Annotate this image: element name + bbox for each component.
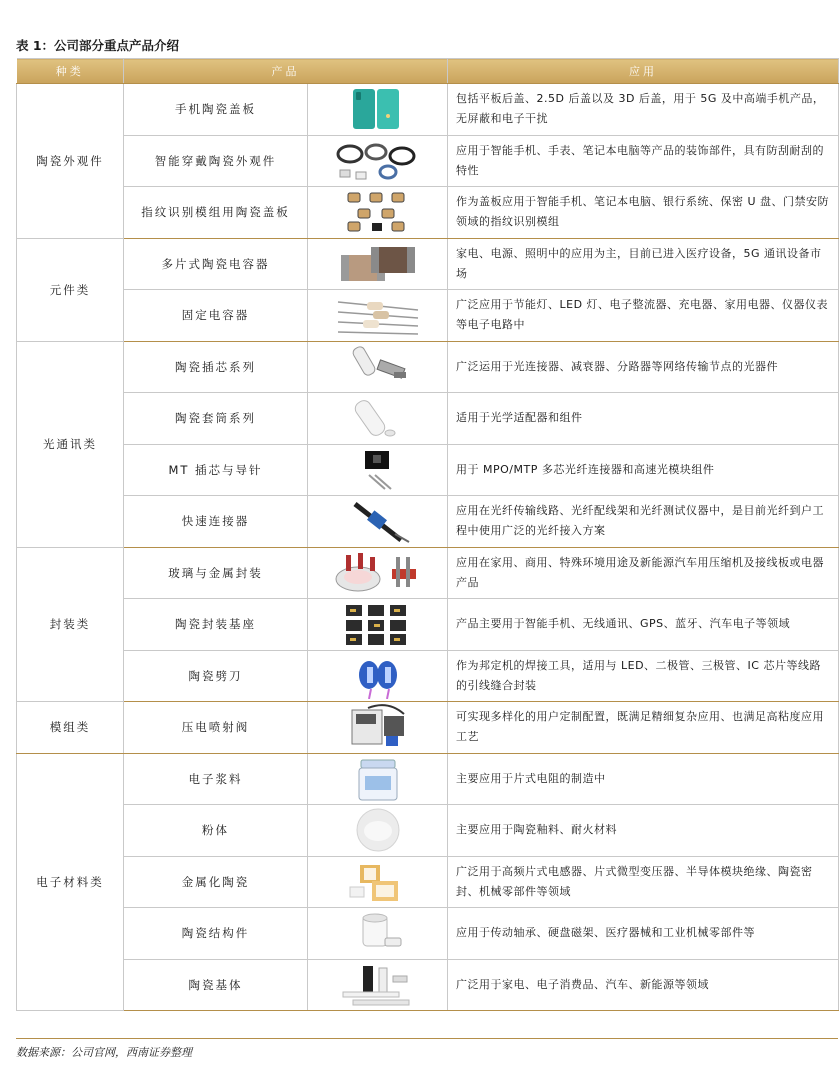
- metallized-ceramic-icon: [338, 874, 418, 888]
- header-application: 应用: [448, 59, 839, 84]
- product-name-cell: 手机陶瓷盖板: [124, 84, 308, 136]
- product-image-cell: [308, 805, 448, 857]
- application-cell: 产品主要用于智能手机、无线通讯、GPS、蓝牙、汽车电子等领域: [448, 599, 839, 651]
- product-image-cell: [308, 908, 448, 960]
- product-name-cell: 多片式陶瓷电容器: [124, 238, 308, 290]
- application-cell: 包括平板后盖、2.5D 后盖以及 3D 后盖，用于 5G 及中高端手机产品，无屏蔽和电子干扰: [448, 84, 839, 136]
- product-name-cell: 快速连接器: [124, 496, 308, 548]
- table-row: [17, 908, 839, 960]
- product-name-cell: 智能穿戴陶瓷外观件: [124, 135, 308, 187]
- product-name-cell: 陶瓷劈刀: [124, 650, 308, 702]
- sleeve-icon: [338, 411, 418, 425]
- product-image-cell: [308, 547, 448, 599]
- paste-jar-icon: [343, 771, 413, 785]
- product-image-cell: [308, 187, 448, 239]
- structural-part-icon: [343, 926, 413, 940]
- product-name-cell: 指纹识别模组用陶瓷盖板: [124, 187, 308, 239]
- table-row: [17, 856, 839, 908]
- application-cell: 用于 MPO/MTP 多芯光纤连接器和高速光模块组件: [448, 444, 839, 496]
- header-category: 种类: [17, 59, 124, 84]
- table-row: [17, 959, 839, 1011]
- application-cell: 可实现多样化的用户定制配置，既满足精细复杂应用、也满足高粘度应用工艺: [448, 702, 839, 754]
- application-cell: 广泛用于高频片式电感器、片式微型变压器、半导体模块绝缘、陶瓷密封、机械零部件等领域: [448, 856, 839, 908]
- application-cell: 广泛应用于节能灯、LED 灯、电子整流器、充电器、家用电器、仪器仪表等电子电路中: [448, 290, 839, 342]
- ferrule-icon: [338, 359, 418, 373]
- fingerprint-module-icon: [338, 205, 418, 219]
- product-image-cell: [308, 393, 448, 445]
- fixed-capacitor-icon: [333, 308, 423, 322]
- product-name-cell: 玻璃与金属封装: [124, 547, 308, 599]
- mlcc-capacitor-icon: [333, 256, 423, 270]
- table-body: [17, 84, 839, 1011]
- product-image-cell: [308, 702, 448, 754]
- product-image-cell: [308, 341, 448, 393]
- category-cell: 模组类: [17, 702, 124, 754]
- powder-icon: [343, 823, 413, 837]
- product-name-cell: 压电喷射阀: [124, 702, 308, 754]
- product-image-cell: [308, 753, 448, 805]
- table-row: [17, 290, 839, 342]
- table-row: [17, 496, 839, 548]
- table-row: [17, 753, 839, 805]
- package-base-icon: [338, 617, 418, 631]
- category-cell: 光通讯类: [17, 341, 124, 547]
- wearable-parts-icon: [330, 153, 426, 167]
- product-image-cell: [308, 444, 448, 496]
- product-name-cell: 粉体: [124, 805, 308, 857]
- product-name-cell: 陶瓷结构件: [124, 908, 308, 960]
- application-cell: 广泛用于家电、电子消费品、汽车、新能源等领域: [448, 959, 839, 1011]
- source-footnote: 数据来源：公司官网，西南证券整理: [16, 1046, 192, 1059]
- category-cell: 陶瓷外观件: [17, 84, 124, 239]
- product-image-cell: [308, 856, 448, 908]
- table-row: [17, 444, 839, 496]
- product-image-cell: [308, 599, 448, 651]
- product-image-cell: [308, 238, 448, 290]
- bottom-rule: [16, 1038, 838, 1039]
- table-row: [17, 187, 839, 239]
- table-row: [17, 341, 839, 393]
- application-cell: 主要应用于陶瓷釉料、耐火材料: [448, 805, 839, 857]
- product-name-cell: 固定电容器: [124, 290, 308, 342]
- table-row: [17, 650, 839, 702]
- product-name-cell: 电子浆料: [124, 753, 308, 805]
- mt-ferrule-icon: [343, 462, 413, 476]
- category-cell: 封装类: [17, 547, 124, 702]
- ceramic-substrate-icon: [333, 977, 423, 991]
- table-row: [17, 599, 839, 651]
- category-cell: 电子材料类: [17, 753, 124, 1011]
- phone-back-cover-icon: [343, 102, 413, 116]
- product-image-cell: [308, 650, 448, 702]
- application-cell: 主要应用于片式电阻的制造中: [448, 753, 839, 805]
- product-image-cell: [308, 959, 448, 1011]
- glass-metal-seal-icon: [328, 565, 428, 579]
- table-caption: 表 1：公司部分重点产品介绍: [16, 38, 180, 53]
- table-header-row: [17, 59, 839, 84]
- product-image-cell: [308, 496, 448, 548]
- table-row: [17, 547, 839, 599]
- product-table: [16, 58, 839, 1011]
- product-name-cell: 陶瓷套筒系列: [124, 393, 308, 445]
- product-image-cell: [308, 84, 448, 136]
- application-cell: 应用在光纤传输线路、光纤配线架和光纤测试仪器中，是目前光纤到户工程中使用广泛的光纤接入方案: [448, 496, 839, 548]
- application-cell: 应用于传动轴承、硬盘磁架、医疗器械和工业机械零部件等: [448, 908, 839, 960]
- application-cell: 应用在家用、商用、特殊环境用途及新能源汽车用压缩机及接线板或电器产品: [448, 547, 839, 599]
- table-row: [17, 393, 839, 445]
- table-row: [17, 84, 839, 136]
- product-name-cell: 陶瓷基体: [124, 959, 308, 1011]
- product-name-cell: 金属化陶瓷: [124, 856, 308, 908]
- product-name-cell: MT 插芯与导针: [124, 444, 308, 496]
- header-product: 产品: [124, 59, 448, 84]
- table-row: [17, 238, 839, 290]
- application-cell: 适用于光学适配器和组件: [448, 393, 839, 445]
- product-image-cell: [308, 290, 448, 342]
- product-image-cell: [308, 135, 448, 187]
- application-cell: 作为邦定机的焊接工具，适用与 LED、二极管、三极管、IC 芯片等线路的引线缝合封装: [448, 650, 839, 702]
- product-name-cell: 陶瓷封装基座: [124, 599, 308, 651]
- application-cell: 家电、电源、照明中的应用为主，目前已进入医疗设备，5G 通讯设备市场: [448, 238, 839, 290]
- capillary-icon: [343, 668, 413, 682]
- product-name-cell: 陶瓷插芯系列: [124, 341, 308, 393]
- category-cell: 元件类: [17, 238, 124, 341]
- fast-connector-icon: [343, 514, 413, 528]
- application-cell: 广泛运用于光连接器、减衰器、分路器等网络传输节点的光器件: [448, 341, 839, 393]
- table-row: [17, 805, 839, 857]
- jet-valve-icon: [338, 720, 418, 734]
- table-row: [17, 702, 839, 754]
- table-row: [17, 135, 839, 187]
- application-cell: 应用于智能手机、手表、笔记本电脑等产品的装饰部件，具有防刮耐刮的特性: [448, 135, 839, 187]
- application-cell: 作为盖板应用于智能手机、笔记本电脑、银行系统、保密 U 盘、门禁安防领域的指纹识别模组: [448, 187, 839, 239]
